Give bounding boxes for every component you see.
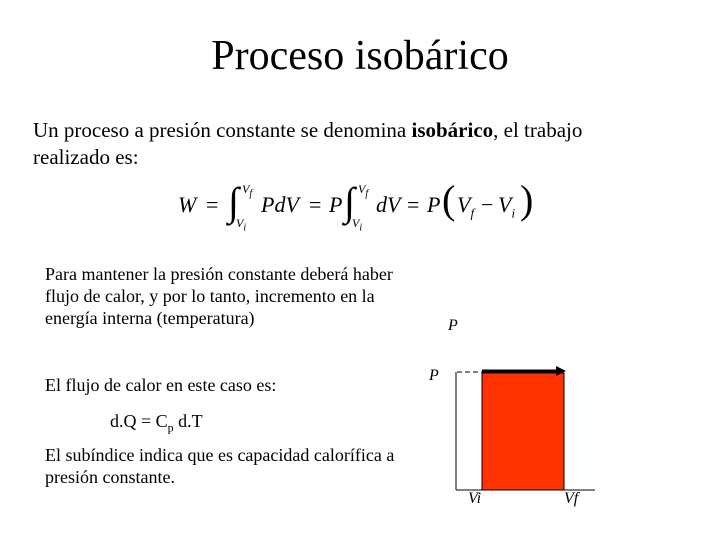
eq-p-2: P: [427, 192, 441, 217]
graph-label-vi: Vi: [468, 490, 482, 507]
paragraph-heat-flow: Para mantener la presión constante deberá haber flujo de calor, y por lo tanto, incremento en la energía interna (temperatura): [45, 264, 393, 328]
eq-vi-var: V: [498, 192, 512, 217]
eq-upper-sub-2: f: [365, 188, 369, 200]
intro-part2: , el trabajo realizado es:: [33, 118, 583, 169]
slide-title: Proceso isobárico: [211, 33, 509, 79]
eq-open-paren: (: [442, 177, 456, 222]
eq-vf-sub: f: [470, 205, 475, 221]
eq-upper-var-2: V: [358, 182, 366, 196]
eq-upper-sub-1: f: [249, 188, 253, 200]
graph-label-vf: Vf: [564, 490, 579, 507]
graph-label-p-top: P: [448, 317, 458, 334]
eq-close-paren: ): [520, 177, 534, 222]
eq-vf-var: V: [457, 192, 471, 217]
eq-equals-1: =: [206, 192, 219, 217]
eq-dv: dV: [376, 192, 401, 217]
eq-upper-var-1: V: [242, 182, 250, 196]
eq-p: P: [329, 192, 343, 217]
eq-lower-sub-1: i: [243, 222, 247, 234]
formula-sub: p: [167, 420, 174, 435]
eq-equals-3: =: [407, 192, 420, 217]
paragraph-heat-case: El flujo de calor en este caso es:: [45, 375, 277, 395]
eq-lower-sub-2: i: [359, 222, 363, 234]
eq-integral-1: ∫: [228, 179, 239, 224]
eq-vi-sub: i: [511, 205, 516, 221]
formula-right: d.T: [173, 411, 203, 431]
eq-pdv: PdV: [261, 192, 299, 217]
eq-minus: −: [481, 192, 494, 217]
eq-integral-2: ∫: [344, 179, 355, 224]
eq-equals-2: =: [309, 192, 322, 217]
formula-left: d.Q = C: [110, 411, 168, 431]
intro-part1: Un proceso a presión constante se denomina: [33, 118, 412, 142]
eq-w: W: [178, 192, 197, 217]
eq-lower-var-1: V: [236, 216, 244, 230]
work-area-rect: [482, 373, 564, 490]
intro-bold: isobárico: [411, 118, 494, 142]
graph-label-p-level: P: [429, 367, 439, 384]
eq-lower-var-2: V: [352, 216, 360, 230]
paragraph-subscript: El subíndice indica que es capacidad calorífica a presión constante.: [45, 445, 395, 487]
